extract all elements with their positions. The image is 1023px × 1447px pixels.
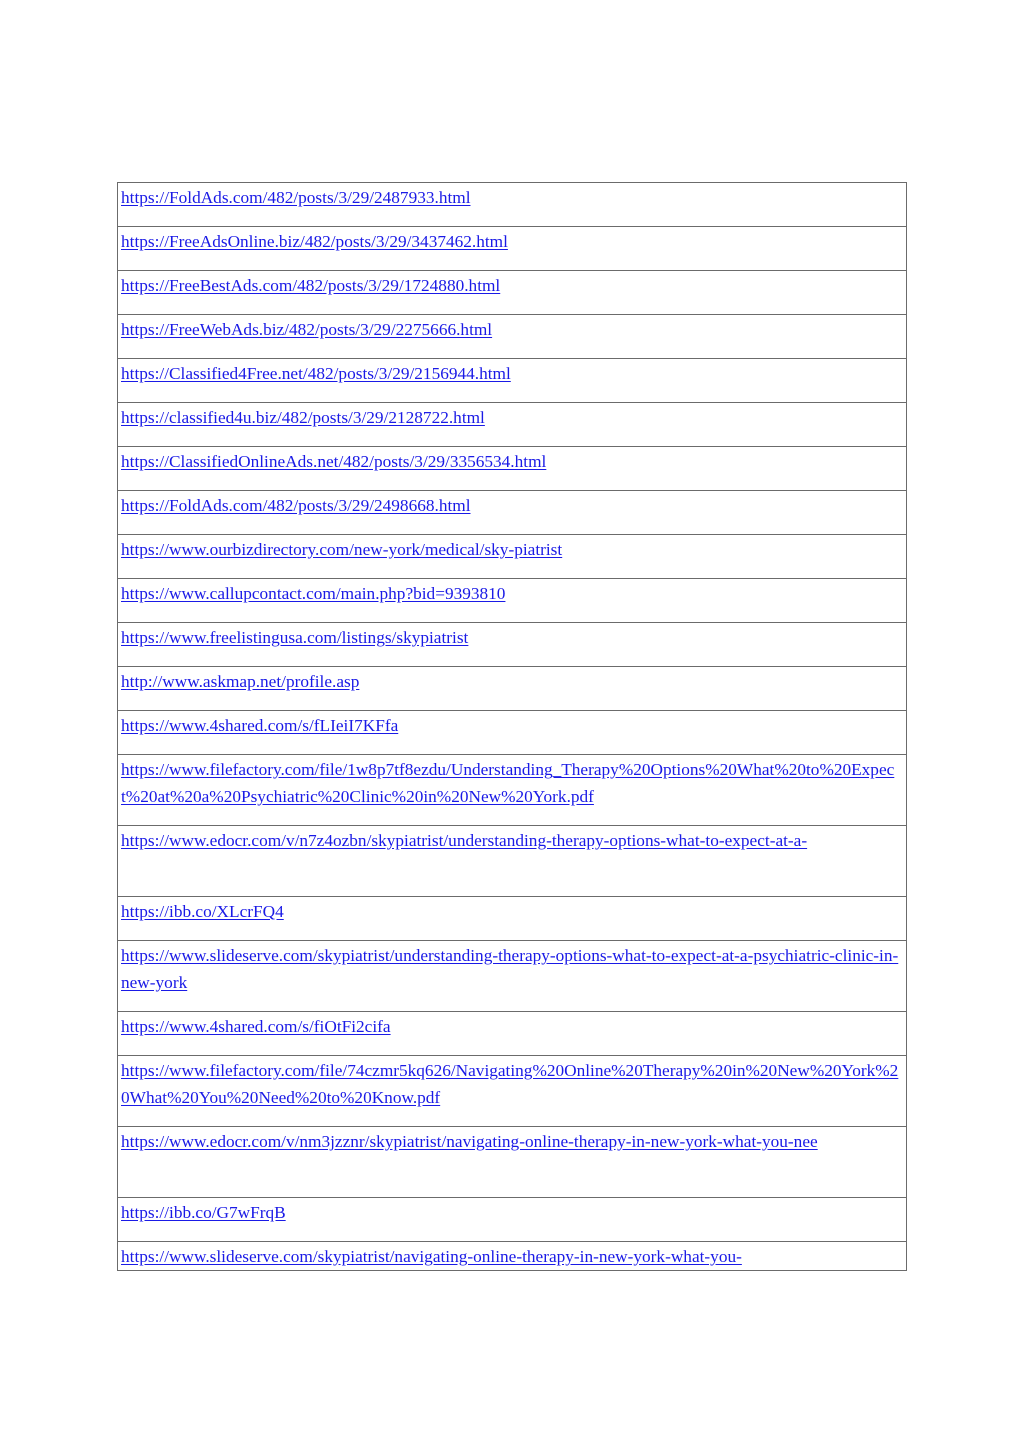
link[interactable]: https://FreeWebAds.biz/482/posts/3/29/2275666.html — [121, 320, 493, 339]
link[interactable]: https://FoldAds.com/482/posts/3/29/2498668.html — [121, 496, 471, 515]
table-row — [118, 315, 907, 359]
link[interactable]: https://www.filefactory.com/file/1w8p7tf8ezdu/Understanding_Therapy%20Options%20What%20to%20Expect%20at%20a%20Psychiatric%20Clinic%20in%20New%20York.pdf — [121, 760, 895, 806]
table-cell — [118, 359, 907, 403]
table-cell — [118, 711, 907, 755]
link[interactable]: https://www.4shared.com/s/fiOtFi2cifa — [121, 1017, 391, 1036]
link[interactable]: https://ibb.co/G7wFrqB — [121, 1203, 286, 1222]
table-cell — [118, 535, 907, 579]
table-cell — [118, 227, 907, 271]
table-row — [118, 535, 907, 579]
table-cell — [118, 941, 907, 1012]
table-row — [118, 1198, 907, 1242]
table-cell — [118, 667, 907, 711]
table-cell — [118, 491, 907, 535]
table-row — [118, 359, 907, 403]
table-row — [118, 667, 907, 711]
table-cell — [118, 1056, 907, 1127]
table-cell — [118, 1012, 907, 1056]
table-row — [118, 403, 907, 447]
table-row — [118, 941, 907, 1012]
link[interactable]: https://FreeAdsOnline.biz/482/posts/3/29/3437462.html — [121, 232, 508, 251]
link[interactable]: http://www.askmap.net/profile.asp — [121, 672, 360, 691]
link[interactable]: https://www.slideserve.com/skypiatrist/understanding-therapy-options-what-to-expect-at-a-psychiatric-clinic-in-new-york — [121, 946, 899, 992]
link[interactable]: https://classified4u.biz/482/posts/3/29/2128722.html — [121, 408, 485, 427]
table-row — [118, 755, 907, 826]
table-cell — [118, 271, 907, 315]
table-row — [118, 1127, 907, 1198]
link[interactable]: https://FoldAds.com/482/posts/3/29/2487933.html — [121, 188, 471, 207]
link[interactable]: https://www.slideserve.com/skypiatrist/navigating-online-therapy-in-new-york-what-you- — [121, 1247, 742, 1266]
table-cell — [118, 623, 907, 667]
table-row — [118, 491, 907, 535]
table-row — [118, 897, 907, 941]
table-cell — [118, 1127, 907, 1198]
table-cell — [118, 579, 907, 623]
table-row — [118, 1056, 907, 1127]
links-table — [117, 182, 907, 1271]
table-row — [118, 826, 907, 897]
table-row — [118, 227, 907, 271]
table-cell — [118, 315, 907, 359]
table-cell — [118, 403, 907, 447]
link[interactable]: https://Classified4Free.net/482/posts/3/29/2156944.html — [121, 364, 511, 383]
table-row — [118, 579, 907, 623]
table-cell — [118, 1242, 907, 1271]
link[interactable]: https://www.freelistingusa.com/listings/skypiatrist — [121, 628, 469, 647]
table-cell — [118, 826, 907, 897]
table-row — [118, 183, 907, 227]
link[interactable]: https://ClassifiedOnlineAds.net/482/posts/3/29/3356534.html — [121, 452, 547, 471]
table-row — [118, 1012, 907, 1056]
table-row — [118, 447, 907, 491]
table-row — [118, 1242, 907, 1271]
table-cell — [118, 1198, 907, 1242]
link[interactable]: https://www.callupcontact.com/main.php?bid=9393810 — [121, 584, 506, 603]
link[interactable]: https://www.edocr.com/v/nm3jzznr/skypiatrist/navigating-online-therapy-in-new-york-what-you-nee — [121, 1132, 818, 1151]
table-cell — [118, 183, 907, 227]
link[interactable]: https://www.ourbizdirectory.com/new-york/medical/sky-piatrist — [121, 540, 563, 559]
link[interactable]: https://www.4shared.com/s/fLIeiI7KFfa — [121, 716, 399, 735]
link[interactable]: https://www.filefactory.com/file/74czmr5kq626/Navigating%20Online%20Therapy%20in%20New%20York%20What%20You%20Need%20to%20Know.pdf — [121, 1061, 899, 1107]
table-row — [118, 271, 907, 315]
table-row — [118, 623, 907, 667]
table-cell — [118, 447, 907, 491]
table-row — [118, 711, 907, 755]
link[interactable]: https://www.edocr.com/v/n7z4ozbn/skypiatrist/understanding-therapy-options-what-to-expect-at-a- — [121, 831, 808, 850]
link[interactable]: https://ibb.co/XLcrFQ4 — [121, 902, 284, 921]
table-cell — [118, 897, 907, 941]
table-cell — [118, 755, 907, 826]
link[interactable]: https://FreeBestAds.com/482/posts/3/29/1724880.html — [121, 276, 501, 295]
